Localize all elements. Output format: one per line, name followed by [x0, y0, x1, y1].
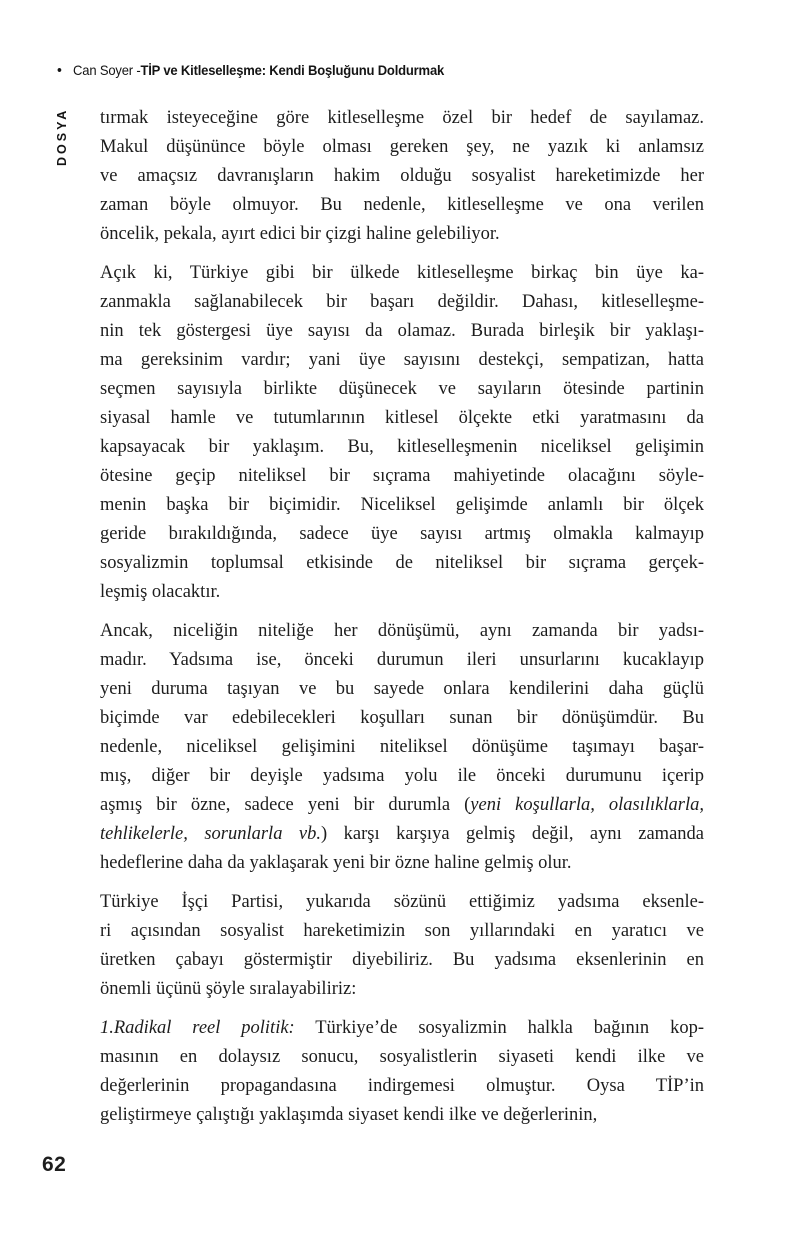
text-segment: leşmiş olacaktır. [100, 582, 221, 602]
text-segment: yeni duruma taşıyan ve bu sayede onlara kendilerini daha güçlü [100, 679, 704, 699]
text-line [100, 104, 704, 133]
text-segment: Türkiye İşçi Partisi, yukarıda sözünü ettiğimiz yadsıma eksenle- [100, 892, 704, 912]
text-segment: öncelik, pekala, ayırt edici bir çizgi haline gelebiliyor. [100, 224, 500, 244]
text-line [100, 162, 704, 191]
text-line [100, 733, 704, 762]
page-number: 62 [42, 1153, 67, 1176]
running-header [57, 62, 444, 78]
text-line [100, 1101, 704, 1130]
text-line [100, 704, 704, 733]
text-segment: mış, diğer bir deyişle yadsıma yolu ile önceki durumunu içerip [100, 766, 704, 786]
header-article-title: TİP ve Kitleselleşme: Kendi Boşluğunu Doldurmak [140, 62, 445, 78]
text-line [100, 1072, 704, 1101]
text-segment: kapsayacak bir yaklaşım. Bu, kitleselleşmenin niceliksel gelişimin [100, 437, 704, 457]
text-segment: ötesine geçip niteliksel bir sıçrama mahiyetinde olacağını söyle- [100, 466, 704, 486]
body-text [100, 104, 704, 1140]
text-line [100, 317, 704, 346]
text-line [100, 433, 704, 462]
text-segment: nedenle, niceliksel gelişimini niteliksel dönüşüme taşımayı başar- [100, 737, 704, 757]
text-line [100, 220, 704, 249]
paragraph [100, 104, 704, 249]
text-segment: siyasal hamle ve tutumlarının kitlesel ölçekte etki yaratmasını da [100, 408, 704, 428]
text-segment: menin başka bir biçimidir. Niceliksel gelişimde anlamlı bir ölçek [100, 495, 704, 515]
text-line [100, 1043, 704, 1072]
text-line [100, 791, 704, 820]
paragraph [100, 1014, 704, 1130]
text-line [100, 762, 704, 791]
text-line [100, 1014, 704, 1043]
text-line [100, 259, 704, 288]
text-line [100, 133, 704, 162]
header-author: Can Soyer - [73, 62, 141, 78]
text-segment: ) karşı karşıya gelmiş değil, aynı zamanda [321, 824, 704, 844]
text-line [100, 549, 704, 578]
text-segment: tırmak isteyeceğine göre kitleselleşme özel bir hedef de sayılamaz. [100, 108, 704, 128]
text-segment: biçimde var edebilecekleri koşulları sunan bir dönüşümdür. Bu [100, 708, 704, 728]
text-line [100, 346, 704, 375]
text-segment: ve amaçsız davranışların hakim olduğu sosyalist hareketimizde her [100, 166, 704, 186]
text-segment: değerlerinin propagandasına indirgemesi olmuştur. Oysa TİP’in [100, 1076, 704, 1096]
text-segment: masının en dolaysız sonucu, sosyalistlerin siyaseti kendi ilke ve [100, 1047, 704, 1067]
text-segment: ma gereksinim vardır; yani üye sayısını destekçi, sempatizan, hatta [100, 350, 704, 370]
text-segment: seçmen sayısıyla birlikte düşünecek ve sayıların ötesinde partinin [100, 379, 704, 399]
text-line [100, 288, 704, 317]
text-segment: Makul düşününce böyle olması gereken şey, ne yazık ki anlamsız [100, 137, 704, 157]
text-segment: hedeflerine daha da yaklaşarak yeni bir özne haline gelmiş olur. [100, 853, 572, 873]
text-line [100, 462, 704, 491]
bullet-icon: • [57, 61, 62, 79]
text-segment: geride bırakıldığında, sadece üye sayısı artmış olmakla kalmayıp [100, 524, 704, 544]
paragraph [100, 888, 704, 1004]
text-line [100, 820, 704, 849]
paragraph [100, 617, 704, 878]
text-line [100, 520, 704, 549]
text-segment: zaman böyle olmuyor. Bu nedenle, kitleselleşme ve ona verilen [100, 195, 704, 215]
text-line [100, 675, 704, 704]
text-line [100, 617, 704, 646]
text-line [100, 375, 704, 404]
text-line [100, 404, 704, 433]
text-segment: madır. Yadsıma ise, önceki durumun ileri unsurlarını kucaklayıp [100, 650, 704, 670]
text-line [100, 888, 704, 917]
text-line [100, 191, 704, 220]
text-line [100, 946, 704, 975]
text-segment: Türkiye’de sosyalizmin halkla bağının kop- [294, 1018, 704, 1038]
italic-text-segment: tehlikelerle, sorunlarla vb. [100, 824, 322, 844]
text-segment: önemli üçünü şöyle sıralayabiliriz: [100, 979, 357, 999]
text-line [100, 578, 704, 607]
text-segment: ri açısından sosyalist hareketimizin son yıllarındaki en yaratıcı ve [100, 921, 704, 941]
text-segment: zanmakla sağlanabilecek bir başarı değildir. Dahası, kitleselleşme- [100, 292, 704, 312]
text-line [100, 975, 704, 1004]
text-line [100, 646, 704, 675]
text-segment: Açık ki, Türkiye gibi bir ülkede kitleselleşme birkaç bin üye ka- [100, 263, 704, 283]
text-line [100, 491, 704, 520]
text-segment: üretken çabayı göstermiştir diyebiliriz. Bu yadsıma eksenlerinin en [100, 950, 704, 970]
text-segment: Ancak, niceliğin niteliğe her dönüşümü, aynı zamanda bir yadsı- [100, 621, 704, 641]
paragraph [100, 259, 704, 607]
text-segment: aşmış bir özne, sadece yeni bir durumla ( [100, 795, 471, 815]
text-line [100, 849, 704, 878]
text-segment: nin tek göstergesi üye sayısı da olamaz. Burada birleşik bir yaklaşı- [100, 321, 704, 341]
text-segment: sosyalizmin toplumsal etkisinde de niteliksel bir sıçrama gerçek- [100, 553, 704, 573]
section-label-vertical: DOSYA [55, 107, 69, 166]
text-line [100, 917, 704, 946]
italic-text-segment: 1.Radikal reel politik: [100, 1018, 295, 1038]
italic-text-segment: yeni koşullarla, olasılıklarla, [470, 795, 704, 815]
text-segment: geliştirmeye çalıştığı yaklaşımda siyaset kendi ilke ve değerlerinin, [100, 1105, 598, 1125]
